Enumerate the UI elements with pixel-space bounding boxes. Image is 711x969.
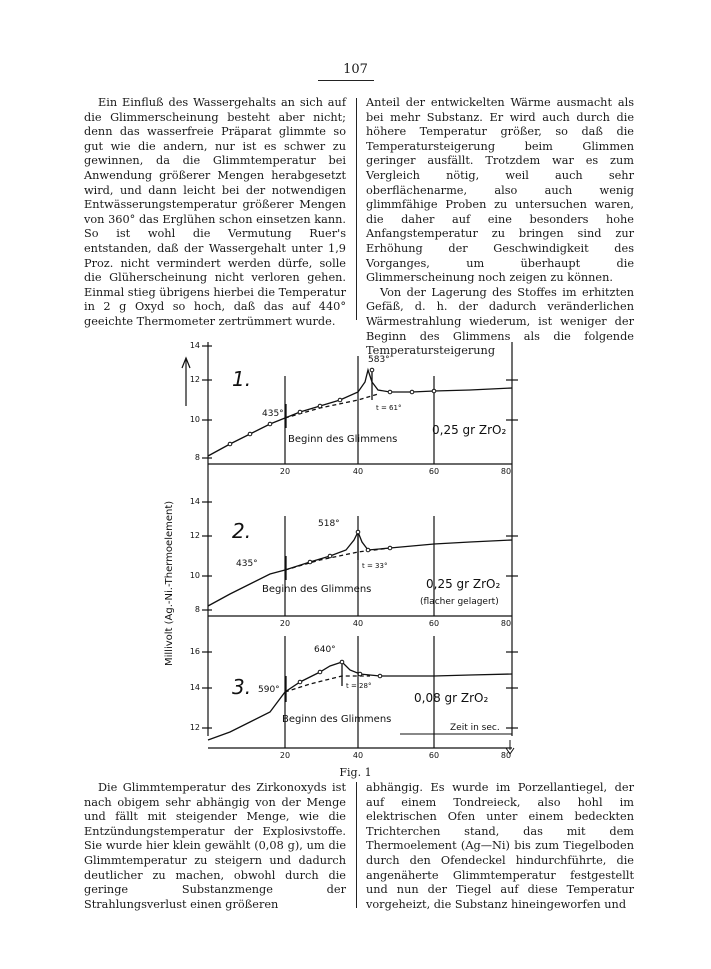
panel-number: 3. <box>232 675 252 699</box>
paragraph: Von der Lagerung des Stoffes im erhitzten Gefäß, d. h. der dadurch veränderlichen Wärmestrahlung wiederum, ist weniger der Beginn des Glimmens als die folgende Temperatursteigerung <box>366 285 634 358</box>
sample-label: 0,25 gr ZrO₂ <box>432 423 507 437</box>
start-temp: 435° <box>236 559 258 569</box>
column-divider-bottom <box>356 782 357 908</box>
delta-temp: t = 61° <box>376 404 402 412</box>
delta-temp: t = 33° <box>362 562 388 570</box>
tick-label: 16 <box>189 647 200 656</box>
peak-temp: 640° <box>314 645 336 655</box>
tick-label: 20 <box>279 619 291 628</box>
tick-label: 10 <box>189 415 200 424</box>
panel-number: 1. <box>232 367 252 391</box>
paragraph: Anteil der entwickelten Wärme ausmacht als bei mehr Substanz. Er wird auch durch die höhere Temperatur größer, so daß die Temperatursteigerung beim Glimmen geringer ausfällt. Trotzdem war es zum Vergleich nötig, weil auch sehr oberflächenarme, also auch wenig glimmfähige Proben zu untersuchen waren, die daher auf eine besonders hohe Anfangstemperatur zu bringen sind zur Erhöhung der Geschwindigkeit des Vorganges, um überhaupt die Glimmerscheinung noch zeigen zu können. <box>366 96 634 285</box>
text-column-right-top <box>366 96 634 359</box>
figure-graph <box>150 336 550 766</box>
sample-label: 0,08 gr ZrO₂ <box>414 691 489 705</box>
tick-label: 12 <box>189 375 200 384</box>
text-column-left-bottom <box>84 781 346 912</box>
paragraph: Die Glimmtemperatur des Zirkonoxyds ist nach obigem sehr abhängig von der Menge und fällt mit steigender Menge, wie die Entzündungstemperatur der Explosivstoffe. Sie wurde hier klein gewählt (0,08 g), um die Glimmtemperatur zu steigern und dadurch deutlicher zu machen, obwohl durch die geringe Substanzmenge der Strahlungsverlust einen größeren <box>84 781 346 911</box>
tick-label: 80 <box>500 467 512 476</box>
peak-temp: 583° <box>368 355 390 365</box>
time-axis-label: Zeit in sec. <box>450 723 500 733</box>
column-divider-top <box>356 98 357 320</box>
onset-label: Beginn des Glimmens <box>288 434 398 445</box>
page-number: 107 <box>343 62 368 77</box>
tick-label: 60 <box>428 619 440 628</box>
tick-label: 12 <box>189 531 200 540</box>
tick-label: 40 <box>352 467 364 476</box>
text-column-right-bottom <box>366 781 634 912</box>
tick-label: 14 <box>189 683 200 692</box>
text-column-left-top <box>84 96 346 330</box>
start-temp: 435° <box>262 409 284 419</box>
onset-label: Beginn des Glimmens <box>282 714 392 725</box>
tick-label: 40 <box>352 751 364 760</box>
sample-note: (flacher gelagert) <box>420 597 499 607</box>
start-temp: 590° <box>258 685 280 695</box>
tick-label: 60 <box>428 467 440 476</box>
tick-label: 60 <box>428 751 440 760</box>
tick-label: 14 <box>189 341 200 350</box>
page-number-rule <box>318 80 374 81</box>
peak-temp: 518° <box>318 519 340 529</box>
tick-label: 20 <box>279 467 291 476</box>
tick-label: 80 <box>500 751 512 760</box>
tick-label: 14 <box>189 497 200 506</box>
tick-label: 20 <box>279 751 291 760</box>
y-axis-label: Millivolt (Ag.-Ni.-Thermoelement) <box>164 500 175 666</box>
delta-temp: t = 28° <box>346 682 372 690</box>
tick-label: 10 <box>189 571 200 580</box>
panel-number: 2. <box>232 519 252 543</box>
paragraph: Ein Einfluß des Wassergehalts an sich auf die Glimmerscheinung besteht aber nicht; denn das wasserfreie Präparat glimmte so gut wie die andern, nur ist es schwer zu gewinnen, da die Glimmtemperatur bei Anwendung größerer Mengen herabgesetzt wird, und dann leicht bei der notwendigen Entwässerungstemperatur größerer Mengen von 360° das Erglühen schon einsetzen kann. So ist wohl die Vermutung Ruer's entstanden, daß der Wassergehalt unter 1,9 Proz. nicht vermindert werden dürfe, solle die Glüherscheinung nicht verloren gehen. Einmal stieg übrigens hierbei die Temperatur in 2 g Oxyd so hoch, daß das auf 440° geeichte Thermometer zertrümmert wurde. <box>84 96 346 328</box>
tick-label: 12 <box>189 723 200 732</box>
tick-label: 8 <box>194 605 200 614</box>
tick-label: 8 <box>194 453 200 462</box>
onset-label: Beginn des Glimmens <box>262 584 372 595</box>
tick-label: 80 <box>500 619 512 628</box>
tick-label: 40 <box>352 619 364 628</box>
figure-1 <box>150 336 550 766</box>
paragraph: abhängig. Es wurde im Porzellantiegel, der auf einem Tondreieck, also hohl im elektrischen Ofen unter einem bedeckten Trichterchen stand, das mit dem Thermoelement (Ag—Ni) bis zum Tiegelboden durch den Ofendeckel hindurchführte, die angenäherte Glimmtemperatur festgestellt und nun der Tiegel auf diese Temperatur vorgeheizt, die Substanz hineingeworfen und <box>366 781 634 911</box>
figure-caption: Fig. 1 <box>339 766 372 779</box>
sample-label: 0,25 gr ZrO₂ <box>426 577 501 591</box>
